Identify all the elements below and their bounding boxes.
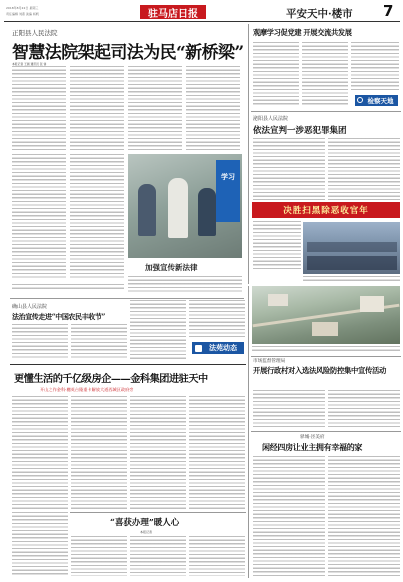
date-line: 2018年8月22日 星期三 [6,6,39,10]
qiji-photo-caption [303,276,400,282]
tiandi-body-col-1 [253,390,325,428]
magnifier-icon [357,97,363,103]
bridge-photo [128,154,242,258]
jiancha-tiandi-tag [355,95,398,106]
aerial-building-1 [268,294,288,306]
lawn-headline: “喜获办理”暖人心 [110,518,180,528]
bridge-body-col-1b [12,154,66,280]
park-kicker: 驿城·泾美府 [300,435,325,440]
photo-figure-1 [138,184,156,236]
bridge-headline: 智慧法院架起司法为民“新桥梁” [12,43,244,63]
paper-name: 驻马店日报 [148,8,198,20]
housing-top-rule [10,364,246,365]
section-title: 平安天中·楼市 [286,8,353,20]
lawn-body-col-1 [71,536,127,576]
housing-body-col-1 [12,396,68,510]
farmer-kicker: 确山县人民法院 [12,304,48,310]
housing-body-col-2 [71,396,127,510]
tiandi-kicker: 市场监督管理局 [253,359,286,364]
housing-body-col-1b [12,512,68,576]
page-number: 7 [383,2,394,20]
tiandi-headline-1: 开展行政村对入选法风险防控集中宣传活动 [253,366,386,375]
gavel-icon [195,345,202,352]
qiji-kicker: 泌阳县人民法院 [253,116,289,122]
farmer-headline: 法治宣传走进“中国农民丰收节” [12,312,106,321]
party-body-col-2 [302,42,348,106]
photo-figure-3 [198,188,216,236]
party-headline: 观摩学习促党建 开展交流共发展 [253,28,352,37]
qiji-photo [303,222,400,274]
park-divider [251,431,401,432]
bridge-body-col-3 [128,66,182,150]
photo-display-board [216,160,240,222]
qiji-photo-row-2 [307,256,397,270]
qiji-headline: 依法宣判一涉恶犯罪集团 [253,126,347,136]
fayuan-dongtai-tag [192,342,244,354]
aerial-building-3 [360,296,384,312]
bridge-divider [10,298,244,299]
photo-figure-2 [168,178,188,238]
park-body-col-2 [328,456,400,576]
paper-logo [140,5,206,19]
farmer-body-col-3 [130,300,186,360]
aerial-caption [252,346,400,352]
jiancha-tiandi-label: 检察天地 [367,97,394,105]
lawn-divider [70,512,246,513]
party-body-col-1 [253,42,299,106]
lawn-byline: 本报记者 [140,530,153,534]
park-headline: 闲经四房让业主拥有幸福的家 [262,442,363,452]
aerial-building-2 [312,322,338,336]
right-column-divider [248,24,249,284]
editor-line: 责任编辑 刘燕 美编 杨帆 [6,12,39,16]
lawn-body-col-2 [130,536,186,576]
qiji-body-col-3 [253,221,301,271]
housing-headline: 更懂生活的千亿级房企——金科集团进驻天中 [14,373,208,385]
qiji-photo-row-1 [307,242,397,252]
park-body-col-1 [253,456,325,576]
bridge-body-bottom-1 [12,284,124,290]
qiji-body-col-2 [328,138,400,200]
bridge-byline: 本报记者 王晨 通讯员 张 睿 [12,62,47,66]
right-column-divider-bottom [248,286,249,578]
bridge-kicker: 正阳县人民法院 [12,29,58,37]
bridge-caption-text [128,276,242,294]
bridge-photo-caption: 加强宣传新法律 [145,263,198,272]
party-body-col-3 [351,42,399,92]
saohei-banner [252,202,400,218]
lawn-body-col-3 [189,536,245,576]
bridge-body-col-2 [70,66,124,150]
fayuan-dongtai-label: 法苑动态 [209,344,237,352]
housing-subheadline: 开山之作金科·樾英台隆重卡解放大道西城区政府旁 [40,387,134,392]
housing-body-col-3 [130,396,186,510]
bridge-body-col-2b [70,154,124,280]
farmer-body-col-1 [12,324,68,360]
housing-body-col-4 [189,396,245,510]
masthead-rule [4,21,400,22]
photo-board-label: 学习 [221,173,235,181]
qiji-body-col-1 [253,138,325,200]
farmer-body-col-2 [71,324,127,360]
saohei-banner-text: 决胜扫黑除恶收官年 [283,206,369,216]
tiandi-body-col-2 [328,390,400,428]
aerial-photo [252,286,400,344]
bridge-body-col-1 [12,66,66,150]
farmer-body-col-4 [189,300,245,338]
tiandi-divider [251,356,401,357]
party-divider [251,111,401,112]
bridge-body-col-4 [186,66,240,150]
